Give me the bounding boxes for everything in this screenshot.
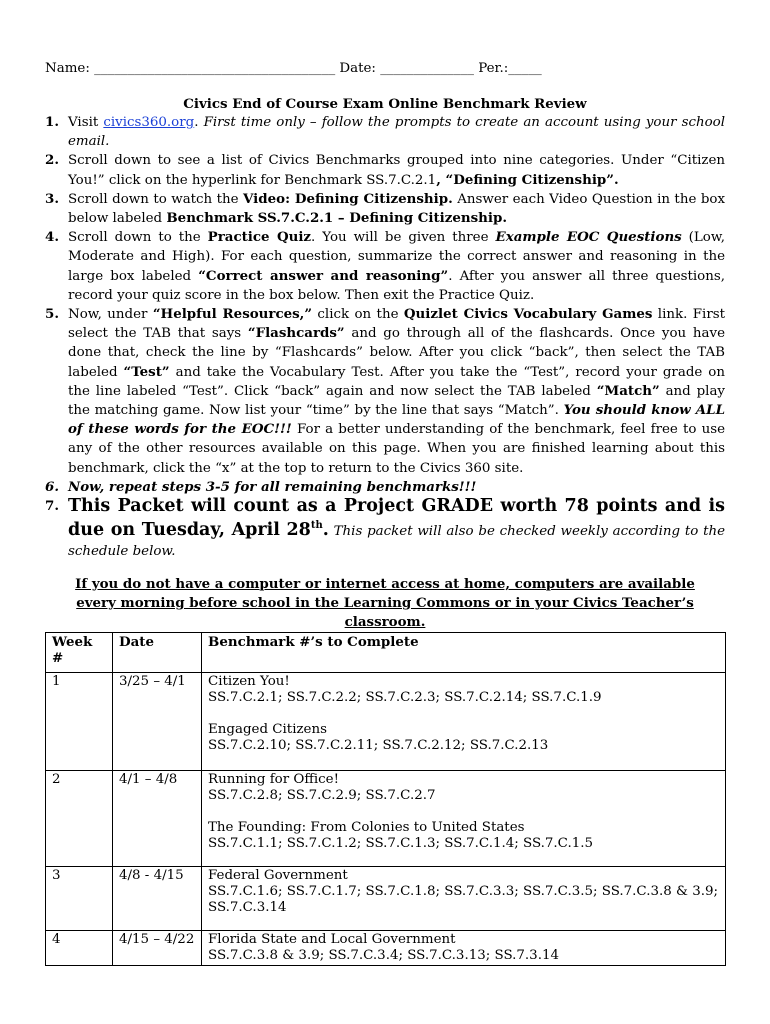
date-label: Date: <box>339 61 376 76</box>
step-superscript: th <box>310 520 323 532</box>
step-bold: , “Defining Citizenship”. <box>436 171 619 188</box>
step-2 <box>45 151 725 189</box>
step-4 <box>45 228 725 305</box>
student-info-line <box>45 60 725 77</box>
date-cell: 3/25 – 4/1 <box>113 673 202 771</box>
date-cell: 4/1 – 4/8 <box>113 771 202 867</box>
category-title: The Founding: From Colonies to United States <box>208 820 525 836</box>
step-bold: Quizlet Civics Vocabulary Games <box>403 306 653 323</box>
step-bold: Video: Defining Citizenship. <box>243 190 453 207</box>
header-date: Date <box>113 633 202 673</box>
computer-access-notice: If you do not have a computer or internet access at home, computers are available every morning before school in the Learning Commons or in your Civics Teacher’s classroom. <box>75 576 695 631</box>
step-number: 7. <box>45 498 59 515</box>
document-title: Civics End of Course Exam Online Benchmark Review <box>183 96 587 112</box>
step-bold-italic: You should know ALL of these words for the EOC!!! <box>68 402 725 438</box>
step-bold: “Test” <box>123 363 170 380</box>
step-text: . <box>194 115 204 130</box>
step-bold: “Flashcards” <box>247 325 345 342</box>
step-text: (Low, Moderate and High). For each question, summarize the correct answer and reasoning in the large box labeled <box>68 230 725 284</box>
step-bold: This Packet will count as a Project GRADE worth 78 points and is due on Tuesday, April 28 <box>68 496 725 541</box>
period-blank: _____ <box>508 61 542 76</box>
benchmark-cell <box>202 867 726 931</box>
step-italic: This packet will also be checked weekly according to the schedule below. <box>68 524 725 560</box>
step-text: link. First select the TAB that says <box>68 307 725 342</box>
date-cell: 4/8 - 4/15 <box>113 867 202 931</box>
instructions-list <box>45 113 725 561</box>
step-5 <box>45 305 725 478</box>
category-title: Federal Government <box>208 868 348 884</box>
step-bold: Benchmark SS.7.C.2.1 – Defining Citizenship. <box>166 210 507 227</box>
step-number: 2. <box>45 152 59 169</box>
category-title: Citizen You! <box>208 674 290 690</box>
category-title: Engaged Citizens <box>208 722 327 738</box>
step-bold-italic: Example EOC Questions <box>495 229 682 246</box>
step-text: For a better understanding of the benchmark, feel free to use any of the other resources available on this page. When you are finished learning about this benchmark, click the “x” at the top to return to the Civics 360 site. <box>68 422 726 476</box>
date-blank: ______________ <box>380 61 474 76</box>
schedule-table <box>45 632 726 966</box>
header-benchmarks: Benchmark #’s to Complete <box>202 633 726 673</box>
benchmark-list: SS.7.C.2.10; SS.7.C.2.11; SS.7.C.2.12; SS.7.C.2.13 <box>208 738 549 754</box>
step-text: . You will be given three <box>311 230 496 246</box>
benchmark-list: SS.7.C.1.6; SS.7.C.1.7; SS.7.C.1.8; SS.7.C.3.3; SS.7.C.3.5; SS.7.C.3.8 & 3.9; SS.7.C.3.14 <box>208 884 718 916</box>
document-page <box>45 60 725 966</box>
step-italic: First time only – follow the prompts to create an account using your school email. <box>68 115 726 150</box>
step-text: Answer each Video Question in the box below labeled <box>68 191 726 227</box>
benchmark-list: SS.7.C.3.8 & 3.9; SS.7.C.3.4; SS.7.C.3.13; SS.7.3.14 <box>208 948 559 964</box>
table-row <box>46 771 726 867</box>
step-3 <box>45 190 725 228</box>
step-text: Visit <box>68 115 104 130</box>
week-cell: 3 <box>46 867 113 931</box>
table-row <box>46 931 726 966</box>
step-bold: “Helpful Resources,” <box>152 306 313 323</box>
step-text: click on the <box>312 307 404 323</box>
table-row <box>46 673 726 771</box>
step-text: . After you answer all three questions, record your quiz score in the box below. Then exit the Practice Quiz. <box>68 268 725 303</box>
period-label: Per.: <box>478 61 509 76</box>
step-number: 4. <box>45 229 59 246</box>
benchmark-cell <box>202 931 726 966</box>
civics360-link[interactable]: civics360.org <box>103 115 195 130</box>
name-label: Name: <box>45 61 90 76</box>
step-text: Now, under <box>68 307 153 323</box>
step-number: 3. <box>45 190 59 207</box>
step-text: Scroll down to watch the <box>68 191 244 207</box>
step-bold: Practice Quiz <box>207 229 312 246</box>
benchmark-cell <box>202 673 726 771</box>
header-week: Week # <box>46 633 113 673</box>
step-text: Scroll down to see a list of Civics Benchmarks grouped into nine categories. Under “Citizen You!” click on the hyperlink for Benchmark SS.7.C.2.1 <box>68 153 725 188</box>
date-cell: 4/15 – 4/22 <box>113 931 202 966</box>
benchmark-list: SS.7.C.2.1; SS.7.C.2.2; SS.7.C.2.3; SS.7.C.2.14; SS.7.C.1.9 <box>208 690 602 706</box>
step-bold: . <box>322 520 329 541</box>
name-blank: ____________________________________ <box>94 61 336 76</box>
step-bold: “Match” <box>596 382 660 399</box>
step-bold: “Correct answer and reasoning” <box>198 267 449 284</box>
step-6 <box>45 478 725 497</box>
week-cell: 1 <box>46 673 113 771</box>
week-cell: 2 <box>46 771 113 867</box>
benchmark-list: SS.7.C.1.1; SS.7.C.1.2; SS.7.C.1.3; SS.7.C.1.4; SS.7.C.1.5 <box>208 836 594 852</box>
step-bold-italic: Now, repeat steps 3-5 for all remaining benchmarks!!! <box>68 478 477 495</box>
step-text: and take the Vocabulary Test. After you take the “Test”, record your grade on the line labeled “Test”. Click “back” again and now select the TAB labeled <box>68 364 725 399</box>
benchmark-list: SS.7.C.2.8; SS.7.C.2.9; SS.7.C.2.7 <box>208 788 436 804</box>
step-7 <box>45 497 725 561</box>
week-cell: 4 <box>46 931 113 966</box>
step-number: 5. <box>45 306 59 323</box>
step-text: and go through all of the flashcards. Once you have done that, check the line by “Flashcards” below. After you click “back”, then select the TAB labeled <box>68 326 725 380</box>
step-number: 6. <box>45 478 59 495</box>
table-row <box>46 867 726 931</box>
benchmark-cell <box>202 771 726 867</box>
step-number: 1. <box>45 114 59 130</box>
table-header-row <box>46 633 726 673</box>
step-text: and play the matching game. Now list your “time” by the line that says “Match”. <box>68 383 725 419</box>
step-1 <box>45 113 725 151</box>
step-text: Scroll down to the <box>68 230 208 246</box>
category-title: Florida State and Local Government <box>208 932 456 948</box>
category-title: Running for Office! <box>208 772 339 788</box>
